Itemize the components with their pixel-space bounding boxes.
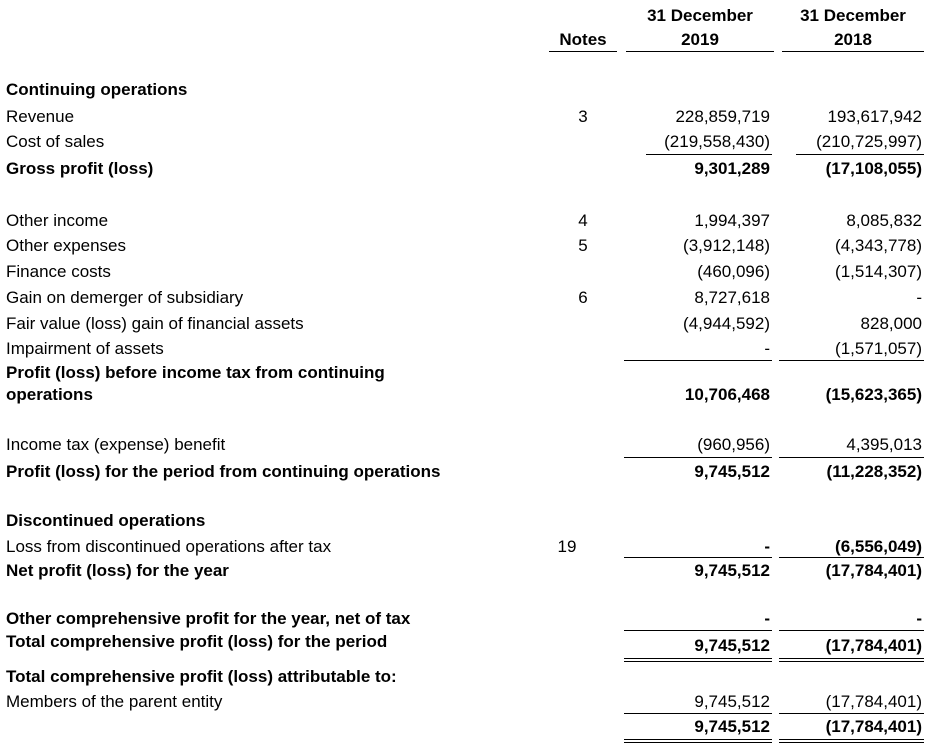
- oci-2019: -: [764, 609, 770, 628]
- other-expenses-2018: (4,343,778): [835, 236, 922, 255]
- gross-profit-2019: 9,301,289: [694, 159, 770, 178]
- profit-continuing-2019: 9,745,512: [694, 462, 770, 481]
- gain-on-demerger-note: 6: [578, 288, 588, 307]
- gain-on-demerger-2019: 8,727,618: [694, 288, 770, 307]
- cost-of-sales-label: Cost of sales: [6, 132, 105, 151]
- finance-costs-2018: (1,514,307): [835, 262, 922, 281]
- gross-profit-2018: (17,108,055): [825, 159, 922, 178]
- net-profit-label: Net profit (loss) for the year: [6, 561, 229, 580]
- total-comprehensive-2018-double-underline: [779, 658, 924, 662]
- profit-continuing-label: Profit (loss) for the period from continuing operations: [6, 462, 441, 481]
- revenue-2018: 193,617,942: [827, 107, 922, 126]
- revenue-label: Revenue: [6, 107, 75, 126]
- total-comprehensive-2019-double-underline: [624, 658, 772, 662]
- loss-discontinued-note: 19: [557, 537, 577, 556]
- other-expenses-2019: (3,912,148): [683, 236, 770, 255]
- fair-value-2019: (4,944,592): [683, 314, 770, 333]
- header-2018-underline: [782, 51, 924, 52]
- revenue-note: 3: [578, 107, 588, 126]
- finance-costs-2019: (460,096): [697, 262, 770, 281]
- gain-on-demerger-2018: -: [916, 288, 922, 307]
- oci-2018: -: [916, 609, 922, 628]
- column-header-2018-line2: 2018: [834, 30, 872, 49]
- income-tax-2019: (960,956): [697, 435, 770, 454]
- loss-discontinued-2018: (6,556,049): [835, 537, 922, 556]
- loss-discontinued-label: Loss from discontinued operations after tax: [6, 537, 332, 556]
- revenue-2019: 228,859,719: [675, 107, 770, 126]
- profit-before-tax-2018: (15,623,365): [825, 385, 922, 404]
- income-tax-2018-underline: [779, 457, 924, 458]
- profit-before-tax-2019: 10,706,468: [684, 385, 770, 404]
- other-expenses-note: 5: [578, 236, 588, 255]
- section-heading-attributable: Total comprehensive profit (loss) attributable to:: [6, 667, 397, 686]
- income-tax-2018: 4,395,013: [846, 435, 922, 454]
- total-attributable-2019-double-underline: [624, 739, 772, 743]
- total-attributable-2019: 9,745,512: [694, 717, 770, 736]
- members-parent-2018: (17,784,401): [825, 692, 922, 711]
- impairment-2019-underline: [624, 360, 772, 361]
- total-comprehensive-2019-topline: [624, 630, 772, 631]
- members-parent-2019: 9,745,512: [694, 692, 770, 711]
- members-parent-2019-underline: [624, 713, 772, 714]
- fair-value-2018: 828,000: [860, 314, 922, 333]
- cost-of-sales-2018: (210,725,997): [816, 132, 922, 151]
- impairment-2018: (1,571,057): [835, 339, 922, 358]
- other-income-2019: 1,994,397: [694, 211, 770, 230]
- other-income-label: Other income: [6, 211, 109, 230]
- loss-discontinued-2019: -: [764, 537, 770, 556]
- cost-of-sales-2019: (219,558,430): [664, 132, 770, 151]
- income-tax-label: Income tax (expense) benefit: [6, 435, 226, 454]
- total-attributable-2018: (17,784,401): [825, 717, 922, 736]
- header-2019-underline: [626, 51, 774, 52]
- income-tax-2019-underline: [624, 457, 772, 458]
- profit-before-tax-label-line2: operations: [6, 385, 93, 404]
- section-heading-continuing-operations: Continuing operations: [6, 80, 188, 99]
- total-comprehensive-2019: 9,745,512: [694, 636, 770, 655]
- other-income-2018: 8,085,832: [846, 211, 922, 230]
- other-expenses-label: Other expenses: [6, 236, 127, 255]
- net-profit-2018: (17,784,401): [825, 561, 922, 580]
- other-income-note: 4: [578, 211, 588, 230]
- notes-header-underline: [549, 51, 617, 52]
- column-header-2019-line1: 31 December: [647, 6, 753, 25]
- gain-on-demerger-label: Gain on demerger of subsidiary: [6, 288, 244, 307]
- impairment-label: Impairment of assets: [6, 339, 164, 358]
- cost-of-sales-2019-underline: [646, 154, 772, 155]
- total-comprehensive-2018-topline: [779, 630, 924, 631]
- total-comprehensive-2018: (17,784,401): [825, 636, 922, 655]
- column-header-2018-line1: 31 December: [800, 6, 906, 25]
- members-parent-label: Members of the parent entity: [6, 692, 223, 711]
- net-profit-2019: 9,745,512: [694, 561, 770, 580]
- finance-costs-label: Finance costs: [6, 262, 111, 281]
- profit-continuing-2018: (11,228,352): [826, 462, 922, 481]
- cost-of-sales-2018-underline: [796, 154, 924, 155]
- impairment-2019: -: [764, 339, 770, 358]
- fair-value-label: Fair value (loss) gain of financial assets: [6, 314, 304, 333]
- oci-label: Other comprehensive profit for the year, net of tax: [6, 609, 411, 628]
- total-comprehensive-label: Total comprehensive profit (loss) for the period: [6, 632, 388, 651]
- notes-column-header: Notes: [559, 30, 607, 49]
- gross-profit-label: Gross profit (loss): [6, 159, 154, 178]
- total-attributable-2018-double-underline: [779, 739, 924, 743]
- section-heading-discontinued-operations: Discontinued operations: [6, 511, 206, 530]
- impairment-2018-underline: [779, 360, 924, 361]
- members-parent-2018-underline: [779, 713, 924, 714]
- loss-discontinued-2018-underline: [779, 557, 924, 558]
- loss-discontinued-2019-underline: [624, 557, 772, 558]
- column-header-2019-line2: 2019: [681, 30, 719, 49]
- profit-before-tax-label-line1: Profit (loss) before income tax from continuing: [6, 363, 385, 382]
